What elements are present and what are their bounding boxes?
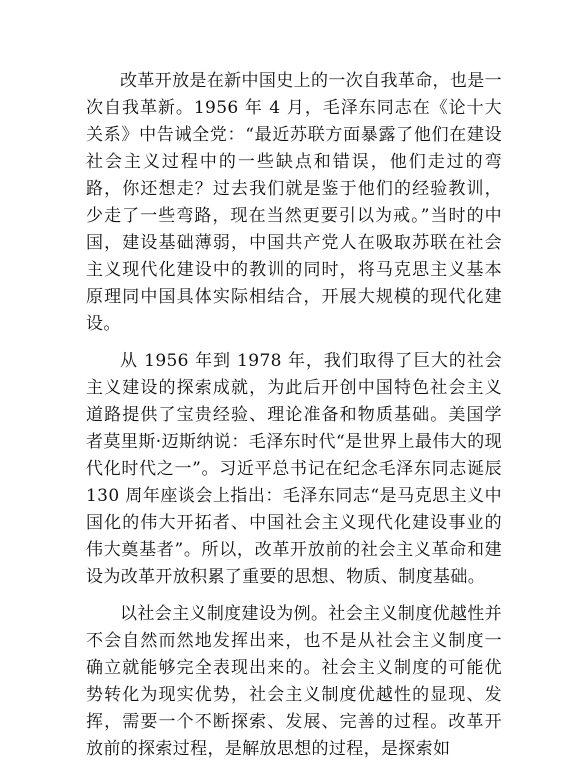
paragraph-1: 改革开放是在新中国史上的一次自我革命，也是一次自我革新。1956 年 4 月，毛泽东同志在《论十大关系》中告诫全党：“最近苏联方面暴露了他们在建设社会主义过程中的一些缺点和错误，他们走过的弯路，你还想走？过去我们就是鉴于他们的经验教训，少走了一些弯路，现在当然更要引以为戒。”当时的中国，建设基础薄弱，中国共产党人在吸取苏联在社会主义现代化建设中的教训的同时，将马克思主义基本原理同中国具体实际相结合，开展大规模的现代化建设。: [86, 71, 502, 334]
paragraph-2: 从 1956 年到 1978 年，我们取得了巨大的社会主义建设的探索成就，为此后开创中国特色社会主义道路提供了宝贵经验、理论准备和物质基础。美国学者莫里斯·迈斯纳说：毛泽东时代“是世界上最伟大的现代化时代之一”。习近平总书记在纪念毛泽东同志诞辰 130 周年座谈会上指出：毛泽东同志“是马克思主义中国化的伟大开拓者、中国社会主义现代化建设事业的伟大奠基者”。所以，改革开放前的社会主义革命和建设为改革开放积累了重要的思想、物质、制度基础。: [86, 351, 502, 587]
paragraph-3: 以社会主义制度建设为例。社会主义制度优越性并不会自然而然地发挥出来，也不是从社会主义制度一确立就能够完全表现出来的。社会主义制度的可能优势转化为现实优势，社会主义制度优越性的显现、发挥，需要一个不断探索、发展、完善的过程。改革开放前的探索过程，是解放思想的过程，是探索如: [86, 604, 502, 759]
body-text: [86, 68, 502, 763]
